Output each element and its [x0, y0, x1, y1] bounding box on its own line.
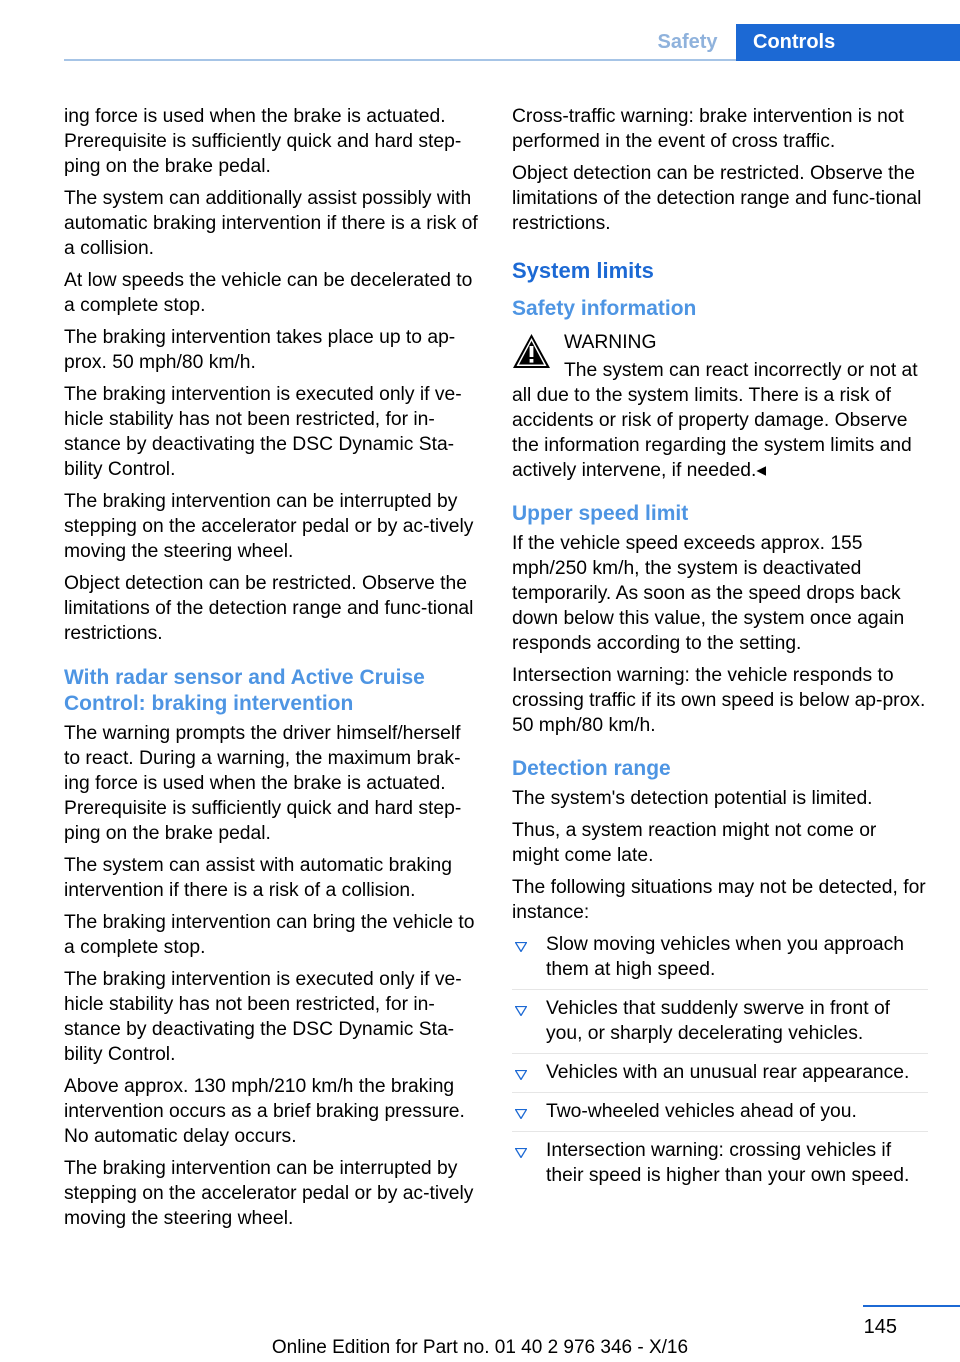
heading-system-limits: System limits: [512, 258, 654, 283]
list-item: [512, 1092, 928, 1131]
left-column: [64, 104, 480, 1238]
paragraph: The warning prompts the driver himself/herself to react. During a warning, the maximum brak-ing force is used when the brake is actuated. Prerequisite is sufficiently quick and hard step-ping on the brake pedal.: [64, 723, 462, 844]
paragraph: The braking intervention can be interrupted by stepping on the accelerator pedal or by ac-tively moving the steering wheel.: [64, 491, 474, 562]
list-item-text: Two-wheeled vehicles ahead of you.: [546, 1101, 857, 1122]
triangle-bullet-icon: [515, 1070, 527, 1080]
paragraph: The braking intervention takes place up to ap-prox. 50 mph/80 km/h.: [64, 327, 456, 373]
warning-box: [512, 330, 928, 483]
triangle-bullet-icon: [515, 942, 527, 952]
list-item: [512, 932, 928, 989]
paragraph: Above approx. 130 mph/210 km/h the braking intervention occurs as a brief braking pressure. No automatic delay occurs.: [64, 1076, 465, 1147]
list-item-text: Intersection warning: crossing vehicles if their speed is higher than your own speed.: [546, 1140, 910, 1186]
triangle-bullet-icon: [515, 1006, 527, 1016]
list-item-text: Vehicles that suddenly swerve in front of you, or sharply decelerating vehicles.: [546, 998, 891, 1044]
paragraph: Intersection warning: the vehicle responds to crossing traffic if its own speed is below ap-prox. 50 mph/80 km/h.: [512, 665, 926, 736]
paragraph: Object detection can be restricted. Observe the limitations of the detection range and func-tional restrictions.: [512, 163, 922, 234]
paragraph: The braking intervention can be interrupted by stepping on the accelerator pedal or by ac-tively moving the steering wheel.: [64, 1158, 474, 1229]
paragraph: The braking intervention is executed only if ve-hicle stability has not been restricted, for in-stance by deactivating the DSC Dynamic Sta-bility Control.: [64, 384, 462, 480]
list-item: [512, 989, 928, 1053]
tab-controls[interactable]: Controls: [736, 24, 960, 61]
paragraph: The braking intervention is executed only if ve-hicle stability has not been restricted, for in-stance by deactivating the DSC Dynamic Sta-bility Control.: [64, 969, 462, 1065]
heading-upper-speed-limit: Upper speed limit: [512, 502, 689, 525]
paragraph: Object detection can be restricted. Observe the limitations of the detection range and func-tional restrictions.: [64, 573, 474, 644]
heading-safety-information: Safety information: [512, 297, 697, 320]
edition-footer: Online Edition for Part no. 01 40 2 976 346 - X/16: [271, 1337, 689, 1358]
paragraph: If the vehicle speed exceeds approx. 155 mph/250 km/h, the system is deactivated temporarily. As soon as the speed drops back down below this value, the system once again responds according to the setting.: [512, 533, 905, 654]
list-item-text: Vehicles with an unusual rear appearance.: [546, 1062, 910, 1083]
paragraph: Cross-traffic warning: brake intervention is not performed in the event of cross traffic.: [512, 106, 904, 152]
triangle-bullet-icon: [515, 1109, 527, 1119]
right-column: [512, 104, 928, 1195]
footer-rule: [863, 1305, 960, 1307]
paragraph: The following situations may not be detected, for instance:: [512, 877, 926, 923]
warning-title: WARNING: [564, 332, 657, 353]
heading-radar-braking: With radar sensor and Active Cruise Control: braking intervention: [64, 666, 425, 715]
paragraph: The system can additionally assist possibly with automatic braking intervention if there is a risk of a collision.: [64, 188, 478, 259]
paragraph: ing force is used when the brake is actuated. Prerequisite is sufficiently quick and hard step-ping on the brake pedal.: [64, 106, 462, 177]
paragraph: The system can assist with automatic braking intervention if there is a risk of a collision.: [64, 855, 452, 901]
warning-text: The system can react incorrectly or not at all due to the system limits. There is a risk of accidents or risk of property damage. Observe the information regarding the system limits and actively intervene, if needed.◂: [512, 360, 918, 481]
paragraph: At low speeds the vehicle can be decelerated to a complete stop.: [64, 270, 473, 316]
warning-triangle-icon: [512, 333, 551, 369]
paragraph: The braking intervention can bring the vehicle to a complete stop.: [64, 912, 475, 958]
paragraph: The system's detection potential is limited.: [512, 788, 873, 809]
triangle-bullet-icon: [515, 1148, 527, 1158]
list-item-text: Slow moving vehicles when you approach them at high speed.: [546, 934, 904, 980]
paragraph: Thus, a system reaction might not come or might come late.: [512, 820, 877, 866]
page-number: 145: [863, 1316, 897, 1338]
tab-safety[interactable]: Safety: [657, 31, 718, 53]
list-item: [512, 1131, 928, 1195]
heading-detection-range: Detection range: [512, 757, 671, 780]
list-item: [512, 1053, 928, 1092]
situation-list: [512, 932, 928, 1195]
